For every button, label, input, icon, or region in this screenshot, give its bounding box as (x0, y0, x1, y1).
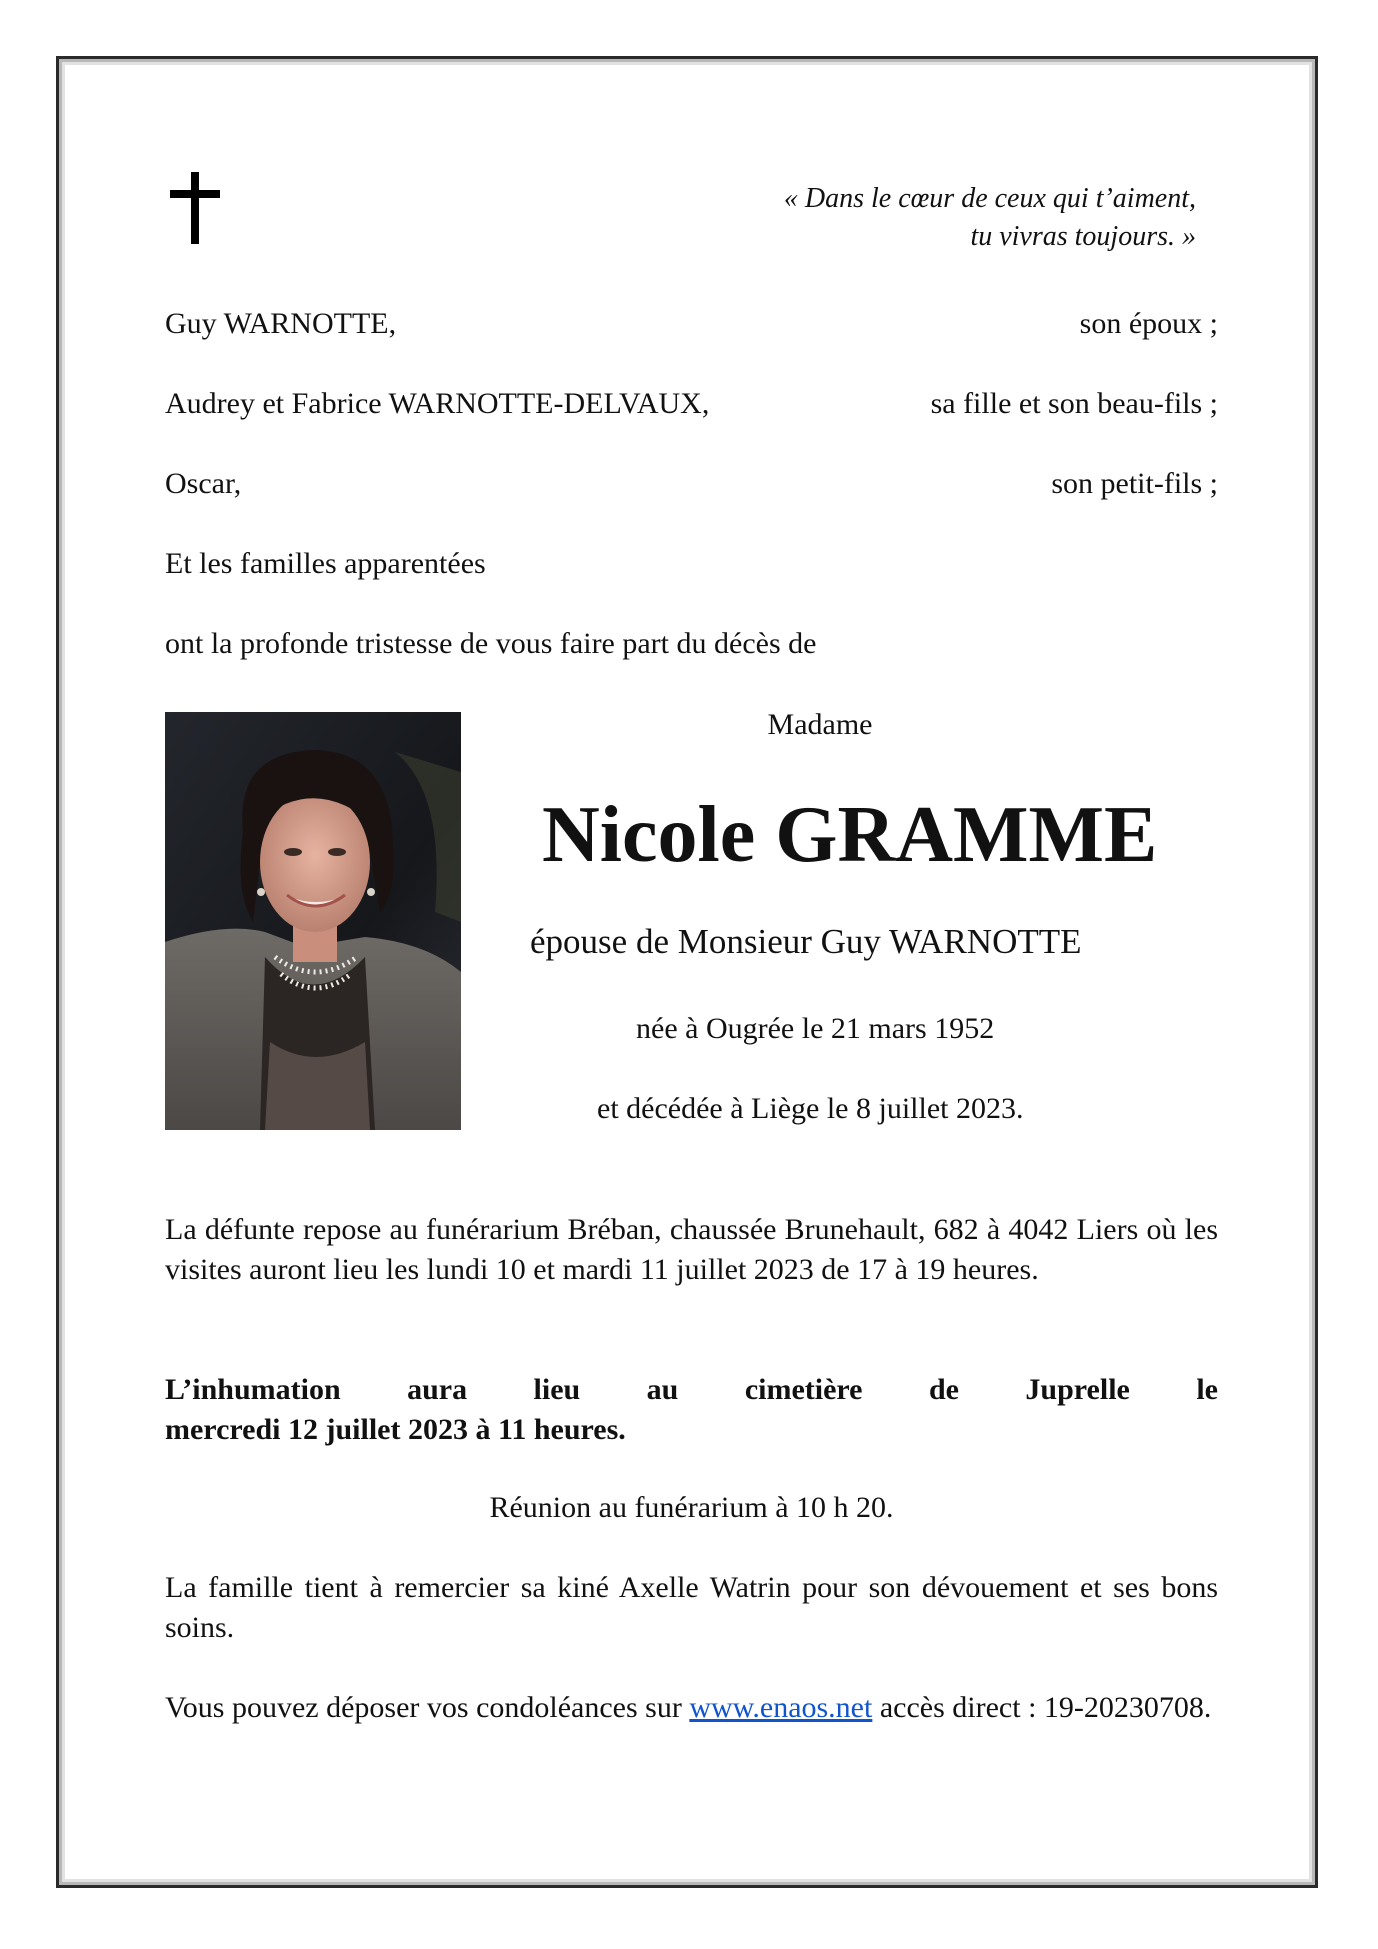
cross-icon (170, 172, 220, 244)
epitaph-quote (784, 180, 1196, 256)
condolences-text: Vous pouvez déposer vos condoléances sur (165, 1691, 690, 1724)
quote-line-2: tu vivras toujours. » (970, 221, 1196, 252)
enaos-link[interactable]: www.enaos.net (689, 1691, 873, 1724)
burial-word: aura (407, 1373, 468, 1406)
condolences-access: accès direct : 19-20230708. (872, 1691, 1212, 1724)
burial-line-2: mercredi 12 juillet 2023 à 11 heures. (165, 1413, 626, 1446)
burial-word: au (646, 1373, 679, 1406)
deceased-name: Nicole GRAMME (542, 791, 1158, 879)
portrait-photo (165, 712, 461, 1130)
burial-paragraph (165, 1370, 1218, 1450)
burial-word: cimetière (744, 1373, 863, 1406)
deceased-spouse: épouse de Monsieur Guy WARNOTTE (530, 922, 1082, 961)
burial-word: de (928, 1373, 959, 1406)
deceased-title: Madame (767, 708, 873, 741)
family-row (165, 385, 1218, 423)
family-relation: sa fille et son beau-fils ; (930, 387, 1218, 420)
burial-word: L’inhumation (165, 1373, 341, 1406)
family-name: Audrey et Fabrice WARNOTTE-DELVAUX, (165, 387, 710, 420)
birth-line: née à Ougrée le 21 mars 1952 (636, 1012, 995, 1045)
family-name: Guy WARNOTTE, (165, 307, 397, 340)
death-line: et décédée à Liège le 8 juillet 2023. (597, 1092, 1024, 1125)
family-relation: son époux ; (1079, 307, 1218, 340)
burial-line-1 (165, 1370, 1218, 1410)
meeting-line: Réunion au funérarium à 10 h 20. (489, 1491, 894, 1524)
announcement-line: ont la profonde tristesse de vous faire part du décès de (165, 627, 817, 660)
family-row (165, 305, 1218, 343)
family-name: Oscar, (165, 467, 242, 500)
family-relation: son petit-fils ; (1051, 467, 1218, 500)
relatives-line: Et les familles apparentées (165, 547, 486, 580)
thanks-paragraph: La famille tient à remercier sa kiné Axelle Watrin pour son dévouement et ses bons soins. (165, 1571, 1218, 1644)
burial-word: Juprelle (1025, 1373, 1130, 1406)
visits-paragraph: La défunte repose au funérarium Bréban, chaussée Brunehault, 682 à 4042 Liers où les visites auront lieu les lundi 10 et mardi 11 juillet 2023 de 17 à 19 heures. (165, 1213, 1218, 1286)
burial-word: le (1196, 1373, 1218, 1406)
condolences-paragraph (165, 1688, 1218, 1728)
burial-word: lieu (533, 1373, 581, 1406)
family-row (165, 465, 1218, 503)
quote-line-1: « Dans le cœur de ceux qui t’aiment, (783, 183, 1196, 214)
